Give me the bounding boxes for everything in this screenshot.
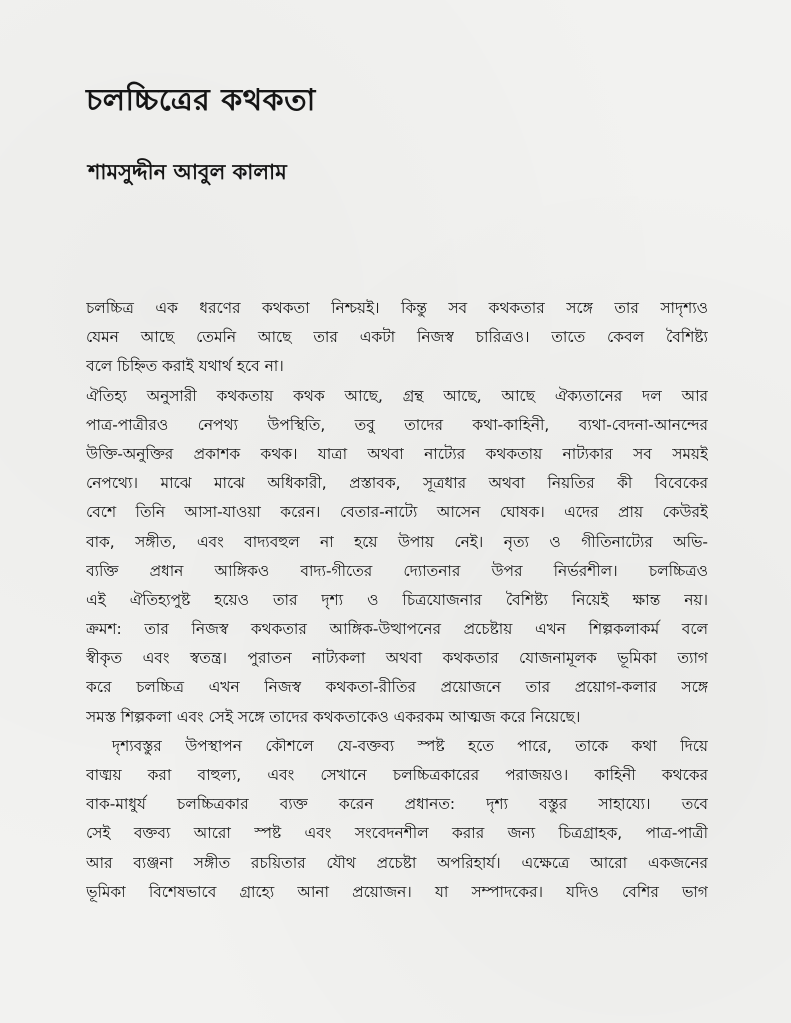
- text-line: সেই বক্তব্য আরো স্পষ্ট এবং সংবেদনশীল করার জন্য চিত্রগ্রাহক, পাত্র-পাত্রী: [86, 824, 708, 843]
- text-line: স্বীকৃত এবং স্বতন্ত্র। পুরাতন নাট্যকলা অথবা কথকতার যোজনামূলক ভূমিকা ত্যাগ: [86, 649, 708, 668]
- text-line: করে চলচ্চিত্র এখন নিজস্ব কথকতা-রীতির প্রয়োজনে তার প্রয়োগ-কলার সঙ্গে: [86, 678, 708, 697]
- text-line: বাঙ্ময় করা বাহুল্য, এবং সেখানে চলচ্চিত্রকারের পরাজয়ও। কাহিনী কথকের: [86, 766, 708, 784]
- text-line: ভূমিকা বিশেষভাবে গ্রাহ্যে আনা প্রয়োজন। যা সম্পাদকের। যদিও বেশির ভাগ: [86, 882, 708, 901]
- text-line: আর ব্যঞ্জনা সঙ্গীত রচয়িতার যৌথ প্রচেষ্টা অপরিহার্য। এক্ষেত্রে আরো একজনের: [86, 853, 708, 872]
- text-line: বলে চিহ্নিত করাই যথার্থ হবে না।: [86, 357, 284, 376]
- text-line: বাক, সঙ্গীত, এবং বাদ্যবহুল না হয়ে উপায় নেই। নৃত্য ও গীতিনাট্যের অভি-: [86, 532, 708, 551]
- text-line: যেমন আছে তেমনি আছে তার একটা নিজস্ব চারিত্রও। তাতে কেবল বৈশিষ্ট্য: [86, 328, 708, 347]
- text-line: ব্যক্তি প্রধান আঙ্গিকও বাদ্য-গীতের দ্যোতনার উপর নির্ভরশীল। চলচ্চিত্রও: [86, 561, 708, 580]
- text-line: নেপথ্যে। মাঝে মাঝে অধিকারী, প্রস্তাবক, সূত্রধার অথবা নিয়তির কী বিবেকের: [86, 474, 708, 493]
- article-body: [86, 294, 708, 907]
- article-title: চলচ্চিত্রের কথকতা: [86, 83, 316, 118]
- text-line: চলচ্চিত্র এক ধরণের কথকতা নিশ্চয়ই। কিন্তু সব কথকতার সঙ্গে তার সাদৃশ্যও: [86, 299, 708, 317]
- text-line: সমস্ত শিল্পকলা এবং সেই সঙ্গে তাদের কথকতাকেও একরকম আত্মজ করে নিয়েছে।: [86, 707, 581, 726]
- text-line: দৃশ্যবস্তুর উপস্থাপন কৌশলে যে-বক্তব্য স্পষ্ট হতে পারে, তাকে কথা দিয়ে: [112, 736, 708, 755]
- text-line: পাত্র-পাত্রীরও নেপথ্য উপস্থিতি, তবু তাদের কথা-কাহিনী, ব্যথা-বেদনা-আনন্দের: [86, 415, 708, 434]
- text-line: ঐতিহ্য অনুসারী কথকতায় কথক আছে, গ্রন্থ আছে, আছে ঐক্যতানের দল আর: [86, 386, 708, 405]
- text-line: এই ঐতিহ্যপুষ্ট হয়েও তার দৃশ্য ও চিত্রযোজনার বৈশিষ্ট্য নিয়েই ক্ষান্ত নয়।: [86, 590, 708, 609]
- text-line: উক্তি-অনুক্তির প্রকাশক কথক। যাত্রা অথবা নাট্যের কথকতায় নাট্যকার সব সময়ই: [86, 444, 708, 463]
- text-line: ক্রমশ: তার নিজস্ব কথকতার আঙ্গিক-উত্থাপনের প্রচেষ্টায় এখন শিল্পকলাকর্ম বলে: [86, 620, 708, 639]
- author-name: শামসুদ্দীন আবুল কালাম: [88, 160, 287, 184]
- text-line: বাক-মাধুর্য চলচ্চিত্রকার ব্যক্ত করেন প্রধানত: দৃশ্য বস্তুর সাহায্যে। তবে: [86, 795, 708, 814]
- text-line: বেশে তিনি আসা-যাওয়া করেন। বেতার-নাট্যে আসেন ঘোষক। এদের প্রায় কেউরই: [86, 503, 708, 522]
